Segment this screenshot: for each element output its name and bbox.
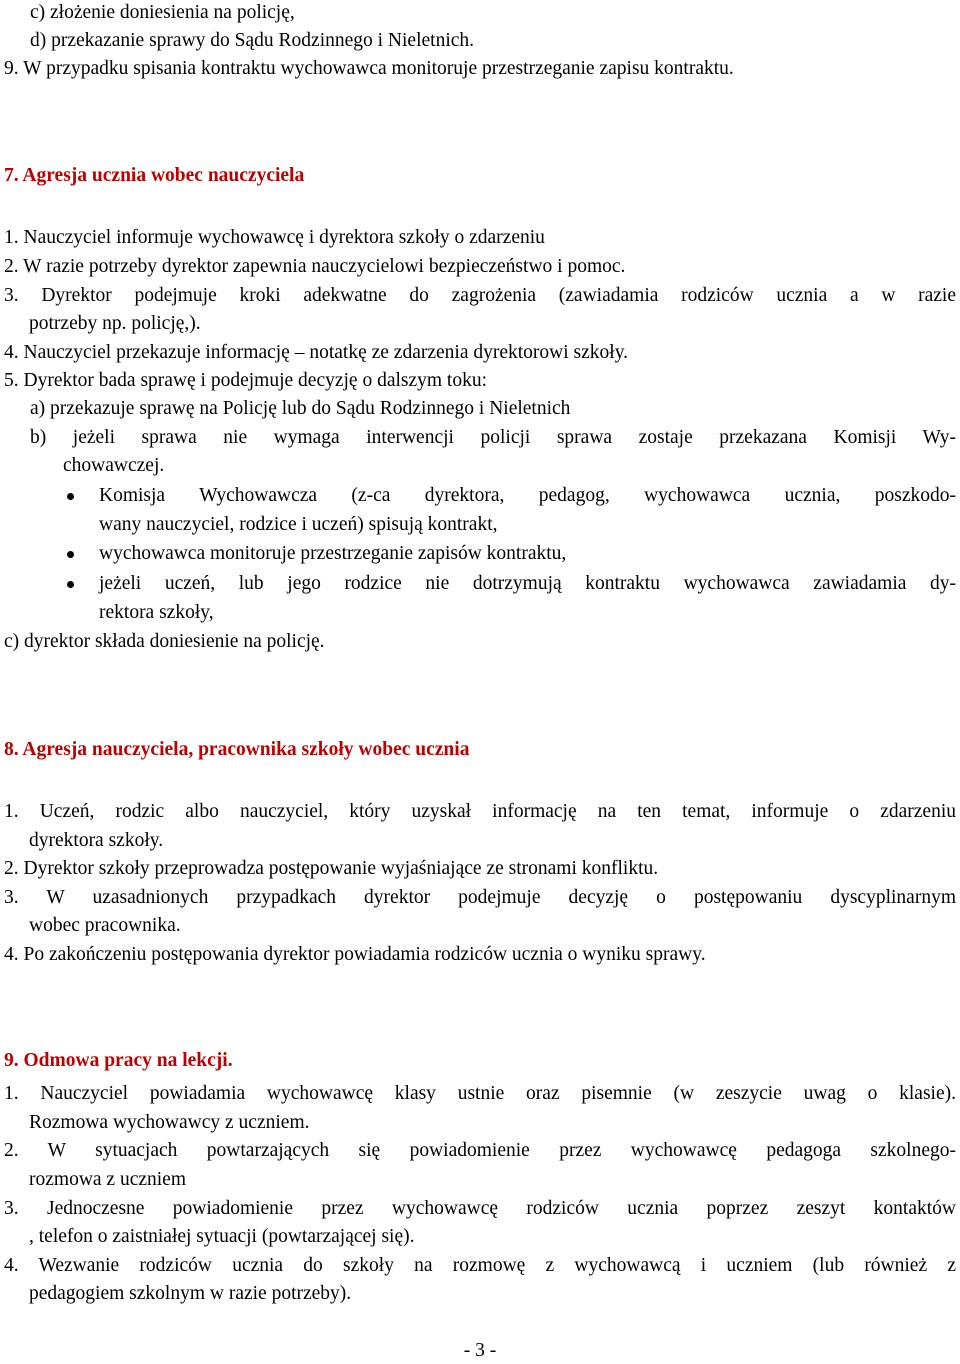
s7-item-3-line2: potrzeby np. policję,).	[29, 313, 201, 334]
s7-bullet-1-line2: wany nauczyciel, rodzice i uczeń) spisują kontrakt,	[99, 514, 498, 535]
section-7-heading: 7. Agresja ucznia wobec nauczyciela	[4, 165, 305, 186]
s7-item-5a: a) przekazuje sprawę na Policję lub do Sądu Rodzinnego i Nieletnich	[30, 398, 571, 419]
bullet-icon	[67, 551, 74, 558]
s9-item-4-line1: 4. Wezwanie rodziców ucznia do szkoły na rozmowę z wychowawcą i uczniem (lub również z	[4, 1255, 956, 1276]
page-number: - 3 -	[463, 1340, 497, 1361]
s7-item-5: 5. Dyrektor bada sprawę i podejmuje decyzję o dalszym toku:	[4, 370, 488, 391]
s7-item-5c: c) dyrektor składa doniesienie na policję.	[4, 631, 325, 652]
s7-item-1: 1. Nauczyciel informuje wychowawcę i dyrektora szkoły o zdarzeniu	[4, 227, 545, 248]
bullet-icon	[67, 493, 74, 500]
s8-item-1-line2: dyrektora szkoły.	[29, 830, 164, 851]
s9-item-2-line2: rozmowa z uczniem	[29, 1169, 187, 1190]
s8-item-1-line1: 1. Uczeń, rodzic albo nauczyciel, który uzyskał informację na ten temat, informuje o zdarzeniu	[4, 801, 956, 822]
s9-item-4-line2: pedagogiem szkolnym w razie potrzeby).	[29, 1283, 352, 1304]
s7-item-5b-line1: b) jeżeli sprawa nie wymaga interwencji policji sprawa zostaje przekazana Komisji Wy-	[30, 427, 956, 448]
s8-item-4: 4. Po zakończeniu postępowania dyrektor powiadamia rodziców ucznia o wyniku sprawy.	[4, 944, 706, 965]
s8-item-3-line1: 3. W uzasadnionych przypadkach dyrektor podejmuje decyzję o postępowaniu dyscyplinarnym	[4, 887, 956, 908]
section-9-heading: 9. Odmowa pracy na lekcji.	[4, 1050, 233, 1071]
list-item-c: c) złożenie doniesienia na policję,	[30, 2, 295, 23]
list-item-d: d) przekazanie sprawy do Sądu Rodzinnego i Nieletnich.	[30, 30, 475, 51]
bullet-icon	[67, 581, 74, 588]
section-8-heading: 8. Agresja nauczyciela, pracownika szkoły wobec ucznia	[4, 739, 470, 760]
s9-item-1-line2: Rozmowa wychowawcy z uczniem.	[29, 1112, 310, 1133]
list-item-9: 9. W przypadku spisania kontraktu wychowawca monitoruje przestrzeganie zapisu kontraktu.	[4, 58, 734, 79]
s9-item-3-line1: 3. Jednoczesne powiadomienie przez wychowawcę rodziców ucznia poprzez zeszyt kontaktów	[4, 1198, 956, 1219]
s7-bullet-3-line2: rektora szkoły,	[99, 602, 214, 623]
s7-bullet-2: wychowawca monitoruje przestrzeganie zapisów kontraktu,	[99, 543, 567, 564]
s8-item-3-line2: wobec pracownika.	[29, 915, 181, 936]
s9-item-2-line1: 2. W sytuacjach powtarzających się powiadomienie przez wychowawcę pedagoga szkolnego-	[4, 1140, 956, 1161]
s7-bullet-1-line1: Komisja Wychowawcza (z-ca dyrektora, pedagog, wychowawca ucznia, poszkodo-	[99, 485, 956, 506]
s7-item-5b-line2: chowawczej.	[63, 455, 165, 476]
s9-item-1-line1: 1. Nauczyciel powiadamia wychowawcę klasy ustnie oraz pisemnie (w zeszycie uwag o klasie).	[4, 1083, 956, 1104]
s8-item-2: 2. Dyrektor szkoły przeprowadza postępowanie wyjaśniające ze stronami konfliktu.	[4, 858, 659, 879]
s7-item-2: 2. W razie potrzeby dyrektor zapewnia nauczycielowi bezpieczeństwo i pomoc.	[4, 256, 626, 277]
s7-bullet-3-line1: jeżeli uczeń, lub jego rodzice nie dotrzymują kontraktu wychowawca zawiadamia dy-	[99, 573, 956, 594]
s9-item-3-line2: , telefon o zaistniałej sytuacji (powtarzającej się).	[29, 1226, 415, 1247]
s7-item-4: 4. Nauczyciel przekazuje informację – notatkę ze zdarzenia dyrektorowi szkoły.	[4, 342, 629, 363]
s7-item-3-line1: 3. Dyrektor podejmuje kroki adekwatne do zagrożenia (zawiadamia rodziców ucznia a w razie	[4, 285, 956, 306]
